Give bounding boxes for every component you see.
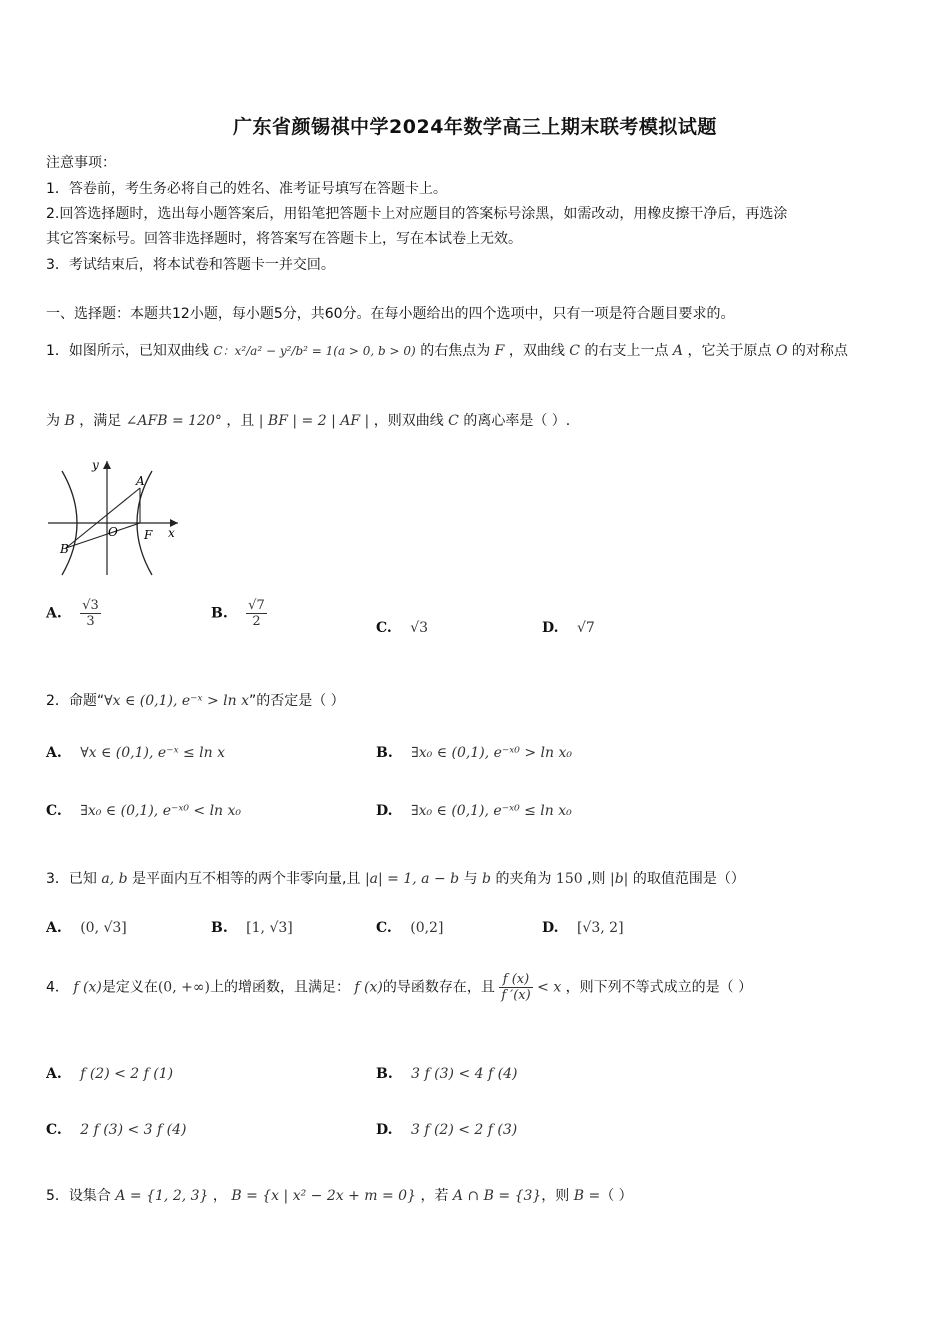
- notice-item-1: 1．答卷前，考生务必将自己的姓名、准考证号填写在答题卡上。: [46, 181, 447, 197]
- notice-item-2: 2.回答选择题时，选出每小题答案后，用铅笔把答题卡上对应题目的答案标号涂黑，如需改动，用橡皮擦干净后，再选涂: [46, 206, 788, 222]
- q3-text-5: ,则: [587, 871, 606, 887]
- question-1-line-2: [46, 410, 570, 430]
- q1-text-7: 为: [46, 413, 60, 429]
- q5-set-a: A = {1, 2, 3}: [115, 1188, 209, 1204]
- option-label: D.: [542, 620, 559, 636]
- option-text: 3 f (3) < 4 f (4): [411, 1066, 518, 1082]
- q3-text-6: 的取值范围是（）: [632, 871, 745, 887]
- section-heading: 一、选择题：本题共12小题，每小题5分，共60分。在每小题给出的四个选项中，只有一项是符合题目要求的。: [46, 306, 735, 322]
- option-label: C.: [376, 620, 392, 636]
- q3-abs-b: |b|: [610, 871, 629, 887]
- q4-option-c[interactable]: [46, 1122, 187, 1138]
- question-5: [46, 1185, 633, 1205]
- q4-option-d[interactable]: [376, 1122, 517, 1138]
- q4-function-2: f (x): [354, 979, 383, 996]
- fraction-numerator: f (x): [499, 972, 532, 988]
- q2-text-2: ”的否定是（ ）: [248, 693, 345, 709]
- option-text: 3 f (2) < 2 f (3): [410, 1122, 518, 1138]
- fig-label-x: x: [168, 526, 175, 540]
- notice-item-2-cont: 其它答案标号。回答非选择题时，将答案写在答题卡上，写在本试卷上无效。: [46, 231, 522, 247]
- option-text: √3: [410, 620, 429, 636]
- q1-point-f: F: [494, 343, 505, 359]
- q3-text-2: 是平面内互不相等的两个非零向量,且: [132, 871, 361, 887]
- q4-number: 4．: [46, 979, 69, 996]
- q4-text-4: ，则下列不等式成立的是（ ）: [565, 979, 753, 996]
- q1-text-8: ，满足: [79, 413, 122, 429]
- q3-vector-b: b: [482, 871, 491, 887]
- fig-label-o: O: [108, 525, 118, 539]
- q1-point-b: B: [64, 413, 75, 429]
- fraction-denominator: 3: [86, 614, 95, 629]
- question-4: [46, 972, 752, 1003]
- q2-text-1: 2．命题“: [46, 693, 105, 709]
- option-text: ∀x ∈ (0,1), e⁻ˣ ≤ ln x: [80, 745, 226, 761]
- q1-origin-o: O: [775, 343, 788, 359]
- q3-vectors: a, b: [101, 871, 128, 887]
- q5-text-3: ，若: [420, 1188, 449, 1204]
- fraction-numerator: √3: [82, 598, 99, 613]
- q2-proposition: ∀x ∈ (0,1), e⁻ˣ > ln x: [104, 693, 249, 709]
- q1-option-c[interactable]: [376, 620, 428, 636]
- q1-point-a: A: [672, 343, 684, 359]
- option-label: B.: [376, 1066, 393, 1082]
- q3-text-1: 3．已知: [46, 871, 97, 887]
- option-label: C.: [46, 803, 62, 819]
- option-label: B.: [376, 745, 393, 761]
- q1-text-5: ，它关于原点: [687, 343, 772, 359]
- q4-text-2: 上的增函数，且满足：: [209, 979, 350, 996]
- fraction-denominator: f ′(x): [501, 988, 531, 1003]
- q1-option-b-fraction: [246, 598, 267, 629]
- fig-label-b: B: [60, 542, 69, 556]
- q2-option-c[interactable]: [46, 803, 241, 819]
- option-label: D.: [376, 803, 393, 819]
- q4-domain: (0, +∞): [157, 979, 210, 996]
- q5-text-5: （ ）: [600, 1188, 633, 1204]
- q1-option-b[interactable]: [211, 598, 267, 629]
- notice-item-3: 3．考试结束后，将本试卷和答题卡一并交回。: [46, 257, 335, 273]
- q1-text-10: ，则双曲线: [373, 413, 444, 429]
- q1-text-1: 1．如图所示，已知双曲线: [46, 343, 209, 359]
- q5-intersection: A ∩ B = {3}: [452, 1188, 542, 1204]
- q3-condition: |a| = 1, a − b: [364, 871, 460, 887]
- fig-label-f: F: [144, 528, 153, 542]
- option-label: C.: [46, 1122, 62, 1138]
- option-text: [√3, 2]: [576, 920, 624, 936]
- q1-text-3: ，双曲线: [508, 343, 565, 359]
- q3-option-a[interactable]: [46, 920, 127, 936]
- option-text: (0, √3]: [80, 920, 127, 936]
- notice-heading: 注意事项：: [46, 155, 116, 171]
- q2-option-d[interactable]: [376, 803, 572, 819]
- q1-curve-c-2: C: [448, 413, 459, 429]
- question-3: [46, 868, 745, 888]
- q2-option-b[interactable]: [376, 745, 572, 761]
- q1-text-2: 的右焦点为: [420, 343, 491, 359]
- q5-text-2: ，: [212, 1188, 227, 1204]
- option-label: A.: [46, 920, 62, 936]
- option-text: 2 f (3) < 3 f (4): [80, 1122, 187, 1138]
- q1-text-6: 的对称点: [791, 343, 848, 359]
- q1-hyperbola-equation: C：x²/a² − y²/b² = 1(a > 0, b > 0): [213, 344, 416, 358]
- q4-text-1: 是定义在: [101, 979, 158, 996]
- option-text: √7: [576, 620, 595, 636]
- q3-angle: 150: [555, 871, 583, 887]
- question-1-line-1: [46, 340, 848, 360]
- q1-option-d[interactable]: [542, 620, 595, 636]
- y-axis-arrow: [103, 461, 111, 469]
- q3-text-3: 与: [463, 871, 478, 887]
- option-text: f (2) < 2 f (1): [80, 1066, 174, 1082]
- option-label: A.: [46, 605, 62, 622]
- option-text: ∃x₀ ∈ (0,1), e⁻ˣ⁰ ≤ ln x₀: [410, 803, 572, 819]
- option-label: A.: [46, 745, 62, 761]
- q5-b-equals: B =: [573, 1188, 601, 1204]
- q1-text-9: ，且: [226, 413, 255, 429]
- q4-function: f (x): [73, 979, 102, 996]
- option-label: D.: [542, 920, 559, 936]
- q1-hyperbola-figure: [44, 455, 184, 580]
- fraction-denominator: 2: [252, 614, 261, 629]
- page-title: 广东省颜锡祺中学2024年数学高三上期末联考模拟试题: [233, 116, 717, 138]
- question-2: [46, 690, 345, 710]
- q5-text-1: 5．设集合: [46, 1188, 111, 1204]
- option-label: D.: [376, 1122, 393, 1138]
- q1-angle: ∠AFB = 120°: [125, 413, 222, 429]
- q2-option-a[interactable]: [46, 745, 225, 761]
- option-label: A.: [46, 1066, 62, 1082]
- option-text: [1, √3]: [246, 920, 293, 936]
- q4-option-b[interactable]: [376, 1066, 517, 1082]
- q5-set-b: B = {x | x² − 2x + m = 0}: [231, 1188, 416, 1204]
- q1-option-a-fraction: [80, 598, 101, 629]
- q4-ratio: [499, 972, 532, 1003]
- q1-option-a[interactable]: [46, 598, 101, 629]
- q5-text-4: ，则: [541, 1188, 570, 1204]
- option-label: B.: [211, 920, 228, 936]
- q1-curve-c: C: [569, 343, 580, 359]
- q4-text-3: 的导函数存在，且: [382, 979, 495, 996]
- q1-text-11: 的离心率是（ ）.: [463, 413, 571, 429]
- q1-condition: | BF | = 2 | AF |: [258, 413, 370, 429]
- option-text: ∃x₀ ∈ (0,1), e⁻ˣ⁰ < ln x₀: [80, 803, 242, 819]
- option-text: ∃x₀ ∈ (0,1), e⁻ˣ⁰ > ln x₀: [411, 745, 572, 761]
- option-label: B.: [211, 605, 228, 622]
- q3-text-4: 的夹角为: [495, 871, 552, 887]
- fig-label-a: A: [136, 474, 145, 488]
- q3-option-c[interactable]: [376, 920, 443, 936]
- q1-text-4: 的右支上一点: [584, 343, 669, 359]
- q4-option-a[interactable]: [46, 1066, 173, 1082]
- q4-inequality: < x: [537, 979, 562, 996]
- fig-label-y: y: [92, 458, 99, 472]
- q3-option-b[interactable]: [211, 920, 293, 936]
- fraction-numerator: √7: [248, 598, 265, 613]
- option-text: (0,2]: [410, 920, 444, 936]
- option-label: C.: [376, 920, 392, 936]
- q3-option-d[interactable]: [542, 920, 624, 936]
